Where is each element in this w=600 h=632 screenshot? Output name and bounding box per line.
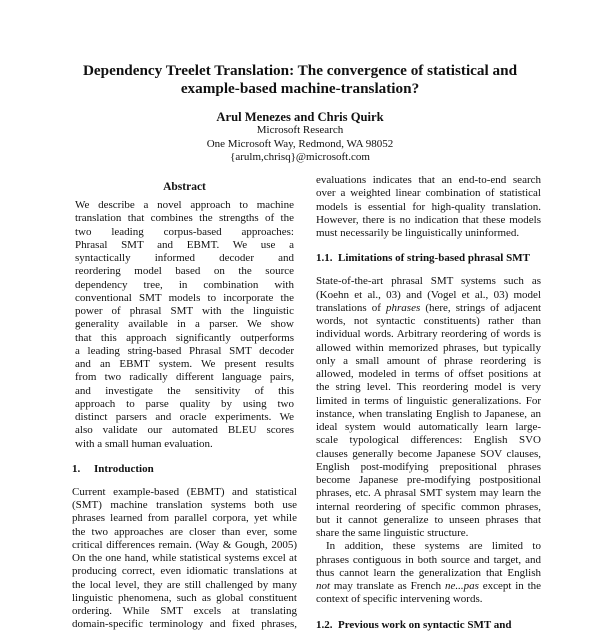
abstract-line: with a small human evaluation. xyxy=(75,437,213,450)
body-line: ordering. While SMT excels at translating xyxy=(72,605,297,617)
body-line: producing correct, even idiomatic translations at xyxy=(72,565,297,578)
body-line: On the one hand, while statistical systems excel at xyxy=(72,552,297,564)
body-line: Current example-based (EBMT) and statistical xyxy=(72,485,297,498)
body-line: words, not syntactic constituents) rather than xyxy=(316,315,541,327)
abstract-line: that this approach significantly outperforms xyxy=(75,331,294,344)
right-column xyxy=(316,174,541,632)
body-line: State-of-the-art phrasal SMT systems such as xyxy=(316,275,541,288)
body-line-mixed xyxy=(316,580,541,593)
affiliation-org: Microsoft Research xyxy=(256,124,344,136)
abstract-line: reordering model based on the source xyxy=(75,265,294,278)
body-line: linguistic phenomena, such as global constituent xyxy=(72,591,297,604)
affiliation-address: One Microsoft Way, Redmond, WA 98052 xyxy=(206,137,394,150)
abstract-line: syntactically informed decoder and xyxy=(75,252,294,264)
text-run: except in the xyxy=(482,580,542,592)
text-run: translations of xyxy=(316,301,381,314)
body-line: individual words. Arbitrary reordering of words is xyxy=(316,328,541,341)
body-line: evaluations indicates that an end-to-end search xyxy=(316,174,541,186)
abstract-line: Phrasal SMT and EBMT. We use a xyxy=(75,238,294,251)
italic-term: not xyxy=(316,580,331,592)
body-line: allowed within memorized phrases, but typically xyxy=(316,341,541,354)
section-heading-previous-work xyxy=(316,619,541,632)
body-line: models is essential for high-quality translation. xyxy=(316,200,541,213)
body-line: phrases learned from parallel corpora, yet while xyxy=(72,512,297,525)
body-line: context of specific intervening words. xyxy=(316,593,483,606)
section-number: 1.2. xyxy=(316,618,333,631)
body-line: the local level, they are still challenged by many xyxy=(72,578,297,591)
abstract-line: We describe a novel approach to machine xyxy=(75,199,294,211)
introduction-body xyxy=(72,486,297,632)
body-line: scale typological differences: English SVO xyxy=(316,434,541,447)
abstract-line: dependency tree, in combination with xyxy=(75,278,294,291)
section-heading-limitations xyxy=(316,252,541,265)
body-line: (SMT) machine translation systems both use xyxy=(72,499,297,511)
left-column xyxy=(72,180,297,632)
abstract-line: two leading corpus-based approaches: xyxy=(75,225,294,238)
abstract-line: translation that combines the strengths of the xyxy=(75,212,294,225)
section-title: Previous work on syntactic SMT and xyxy=(338,618,512,631)
affiliation-block xyxy=(40,124,560,165)
body-line: ideal system would automatically learn large- xyxy=(316,421,541,433)
abstract-heading: Abstract xyxy=(163,181,206,193)
section-heading-introduction xyxy=(72,463,297,476)
body-line: instance, when translating English to Japanese, an xyxy=(316,407,541,420)
abstract-line: generality available in a parser. We show xyxy=(75,318,294,331)
body-line: the string level. This reordering model is very xyxy=(316,381,541,394)
body-line: become Japanese pre-modifying postpositional xyxy=(316,474,541,486)
title-line-1: Dependency Treelet Translation: The convergence of statistical and xyxy=(82,62,518,79)
body-line: phrases contiguous in both source and target, and xyxy=(316,553,541,566)
limitations-body xyxy=(316,275,541,540)
paper-title xyxy=(40,62,560,98)
affiliation-email: {arulm,chrisq}@microsoft.com xyxy=(230,151,370,163)
addition-paragraph xyxy=(316,540,541,606)
italic-term: ne...pas xyxy=(445,580,479,592)
body-line: phrases, etc. A phrasal SMT system may learn the xyxy=(316,487,541,500)
section-number: 1. xyxy=(72,462,81,475)
body-line: must necessarily be linguistically uninformed. xyxy=(316,227,520,239)
title-line-2: example-based machine-translation? xyxy=(180,80,420,97)
abstract-line: also validate our automated BLEU scores xyxy=(75,424,294,437)
text-run: may translate as French xyxy=(333,580,442,592)
body-line: allowed, modeled in terms of offset positions at xyxy=(316,368,541,380)
section-number: 1.1. xyxy=(316,252,333,265)
abstract-line: and an EBMT system. We present results xyxy=(75,358,294,370)
text-run: (here, strings of adjacent xyxy=(425,301,542,314)
abstract-line: conventional SMT models to incorporate the xyxy=(75,291,294,304)
italic-term: phrases xyxy=(386,301,421,314)
body-line: share the same linguistic structure. xyxy=(316,527,469,539)
abstract-line: distinct parsers and oracle experiments. We xyxy=(75,411,294,423)
abstract-line: a leading string-based Phrasal SMT decoder xyxy=(75,344,294,357)
abstract-line: from two radically different language pairs, xyxy=(75,371,294,384)
body-line: thus cannot learn the generalization that English xyxy=(316,566,541,579)
body-line: limited in terms of linguistic generalizations. For xyxy=(316,394,541,407)
body-line: critical differences remain. (Way & Gough, 2005) xyxy=(72,538,297,551)
continued-paragraph xyxy=(316,174,541,240)
body-line: over a weighted linear combination of statistical xyxy=(316,187,541,200)
body-line: internal reordering of specific common phrases, xyxy=(316,500,541,513)
body-line-mixed xyxy=(316,302,541,315)
author-names: Arul Menezes and Chris Quirk xyxy=(216,110,384,124)
body-line: English post-modifying prepositional phrases xyxy=(316,460,541,473)
body-line: only a small amount of phrase reordering is xyxy=(316,354,541,367)
body-line: clauses generally become Japanese SOV clauses, xyxy=(316,447,541,460)
body-line: but it cannot generalize to unseen phrases that xyxy=(316,513,541,526)
body-line: However, there is no indication that these models xyxy=(316,213,541,226)
abstract-line: approach to parse quality by using two xyxy=(75,397,294,410)
body-line: domain-specific terminology and fixed phrases, xyxy=(72,618,297,631)
abstract-line: and investigate the sensitivity of this xyxy=(75,384,294,397)
body-line: (Koehn et al., 03) and (Vogel et al., 03) model xyxy=(316,288,541,301)
abstract-line: power of phrasal SMT with the linguistic xyxy=(75,305,294,317)
abstract-body xyxy=(72,199,297,451)
body-line: the two approaches are closer than ever, some xyxy=(72,525,297,538)
body-line: In addition, these systems are limited to xyxy=(326,540,541,553)
section-title: Introduction xyxy=(94,462,154,475)
section-title: Limitations of string-based phrasal SMT xyxy=(338,252,530,265)
